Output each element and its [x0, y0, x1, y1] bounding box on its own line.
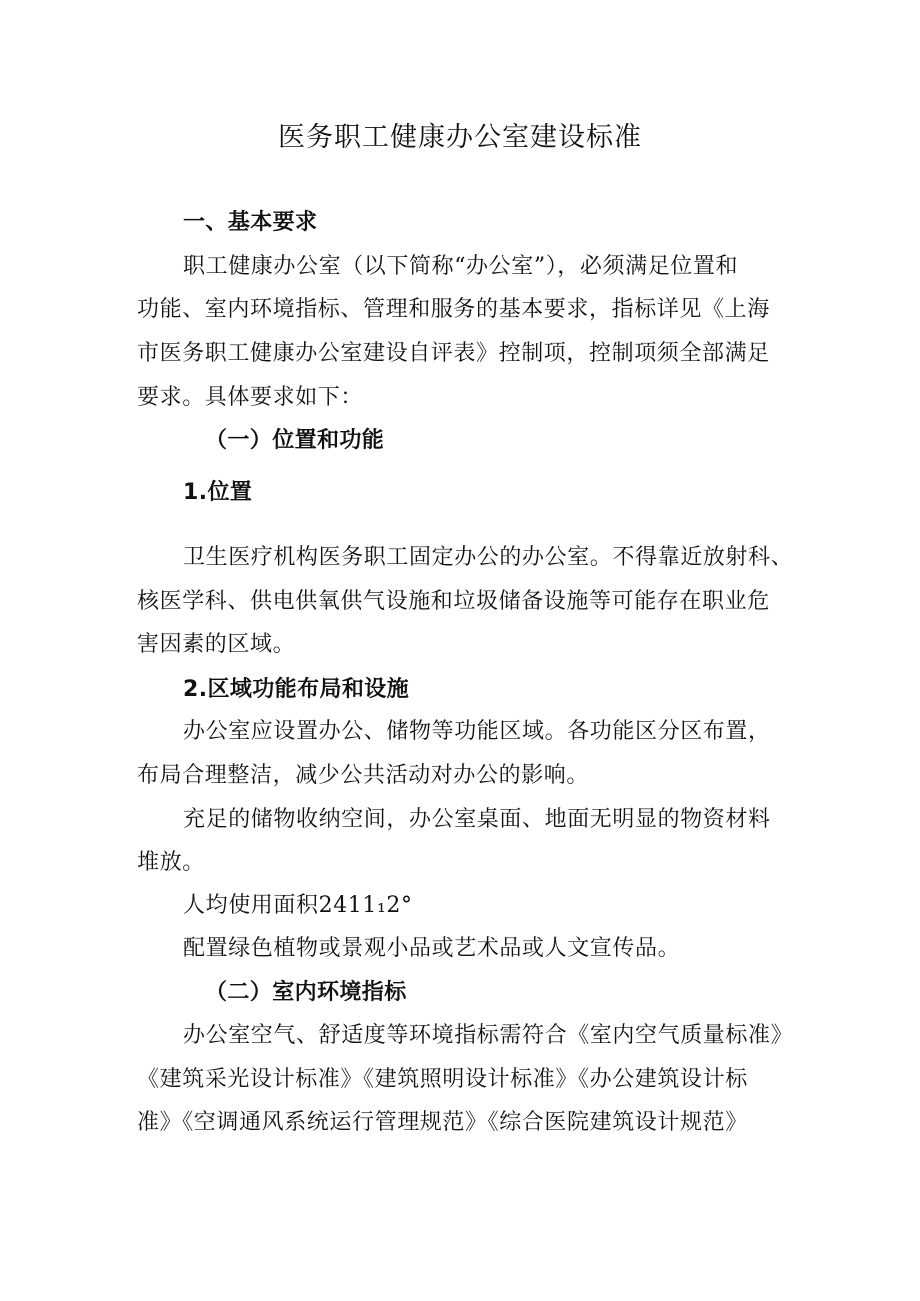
subsection-heading-location-function: （一）位置和功能 — [205, 428, 385, 453]
section-heading-basic-requirements: 一、基本要求 — [183, 210, 318, 235]
plants-art-line: 配置绿色植物或景观小品或艺术品或人文宣传品。 — [183, 936, 681, 961]
area-per-person-line: 人均使用面积2411₁2° — [183, 893, 413, 918]
item-heading-location: 1.位置 — [183, 480, 253, 505]
location-line-3: 害因素的区域。 — [137, 632, 296, 657]
storage-line-2: 堆放。 — [137, 850, 205, 875]
subsection-heading-indoor-environment: （二）室内环境指标 — [205, 980, 407, 1005]
storage-line-1: 充足的储物收纳空间，办公室桌面、地面无明显的物资材料 — [183, 807, 771, 832]
intro-line-1: 职工健康办公室（以下简称“办公室”），必须满足位置和 — [183, 254, 739, 279]
environment-line-1: 办公室空气、舒适度等环境指标需符合《室内空气质量标准》 — [183, 1023, 794, 1048]
document-title: 医务职工健康办公室建设标准 — [278, 122, 642, 153]
layout-line-2: 布局合理整洁，减少公共活动对办公的影响。 — [137, 763, 590, 788]
item-heading-layout-facilities: 2.区域功能布局和设施 — [183, 677, 410, 702]
location-line-2: 核医学科、供电供氧供气设施和垃圾储备设施等可能存在职业危 — [137, 589, 770, 614]
intro-line-4: 要求。具体要求如下： — [137, 385, 364, 410]
environment-line-2: 《建筑采光设计标准》《建筑照明设计标准》《办公建筑设计标 — [137, 1067, 748, 1092]
intro-line-2: 功能、室内环境指标、管理和服务的基本要求，指标详见《上海 — [137, 297, 770, 322]
layout-line-1: 办公室应设置办公、储物等功能区域。各功能区分区布置， — [183, 719, 771, 744]
environment-line-3: 准》《空调通风系统运行管理规范》《综合医院建筑设计规范》 — [137, 1110, 748, 1135]
intro-line-3: 市医务职工健康办公室建设自评表》控制项，控制项须全部满足 — [137, 341, 770, 366]
location-line-1: 卫生医疗机构医务职工固定办公的办公室。不得靠近放射科、 — [183, 545, 794, 570]
